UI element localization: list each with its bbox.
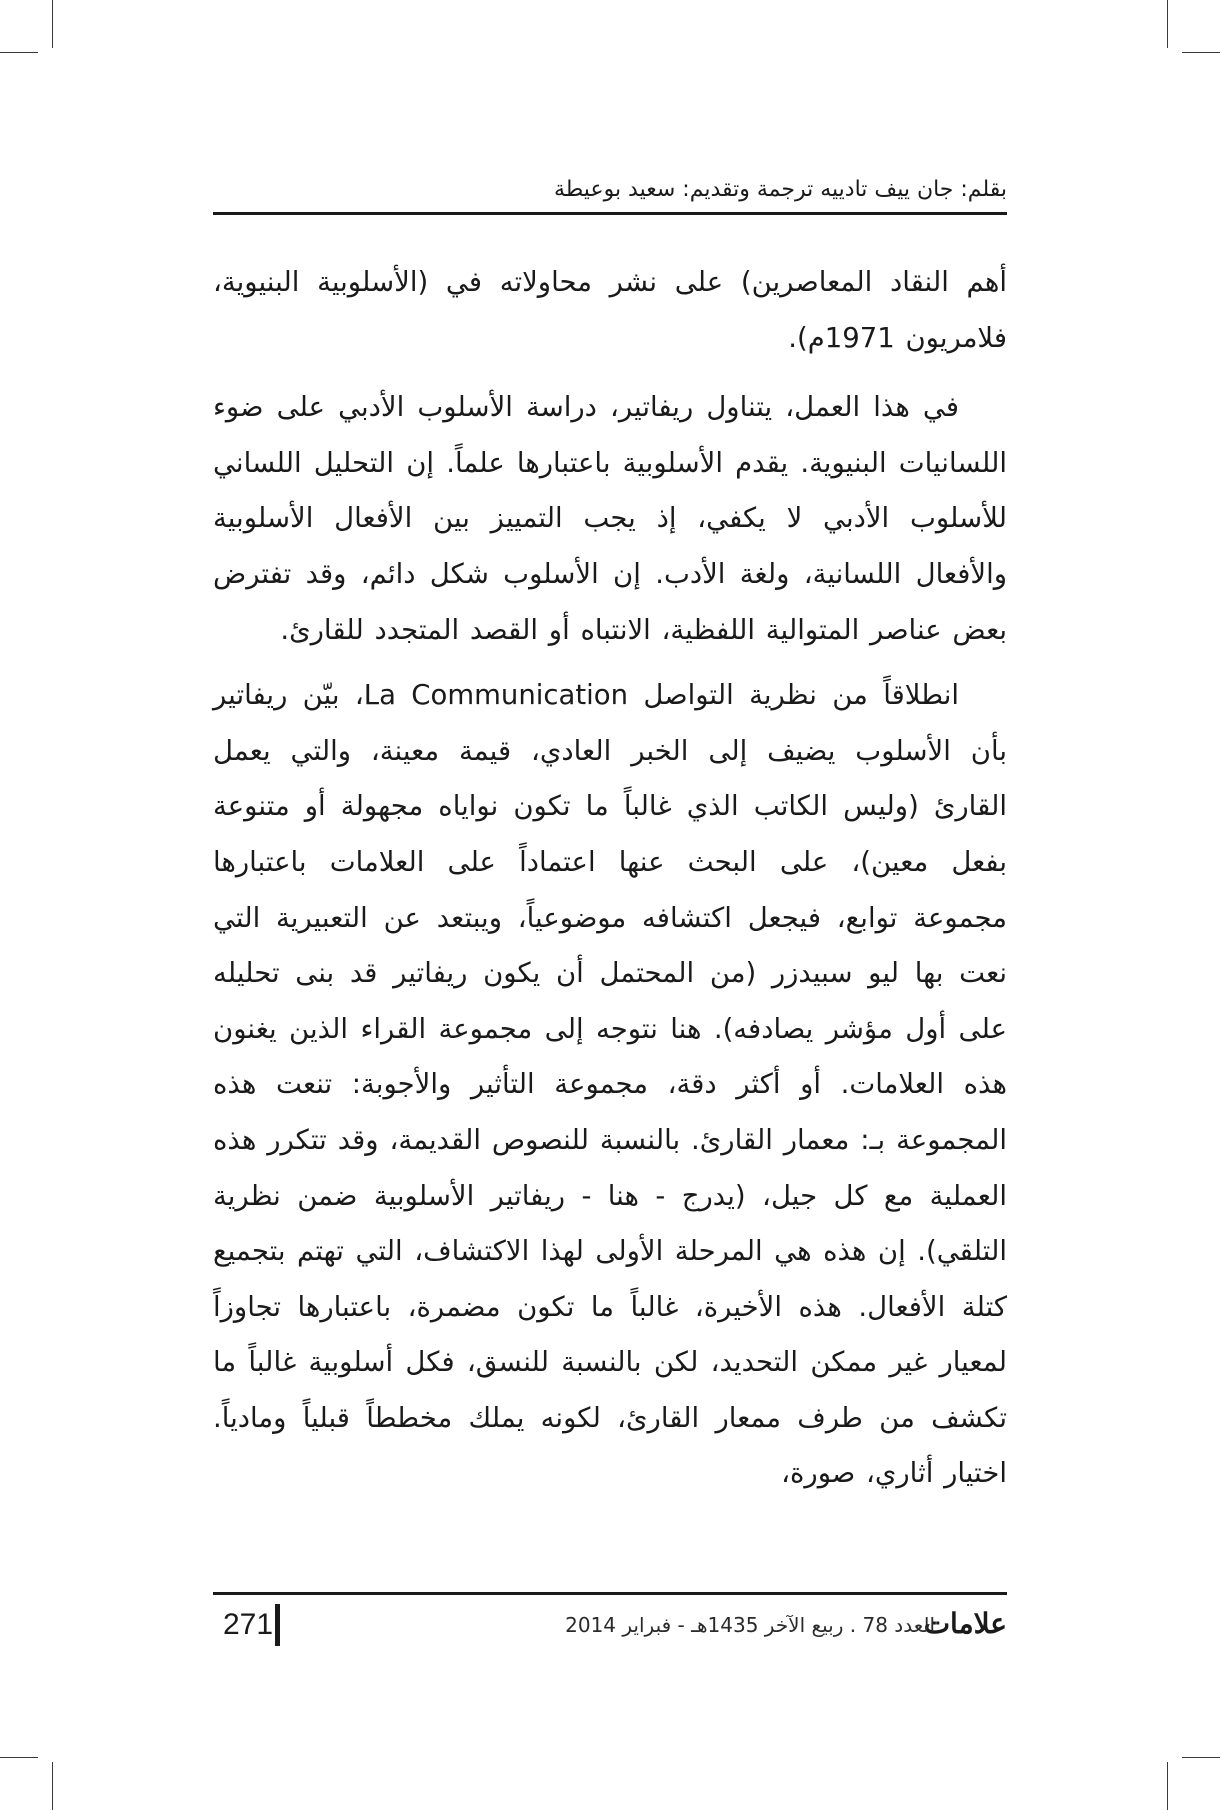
page-footer: [213, 1602, 1007, 1648]
crop-mark: [52, 1762, 53, 1810]
footer-rule: [213, 1592, 1007, 1595]
header-rule: [213, 212, 1007, 215]
paragraph: في هذا العمل، يتناول ريفاتير، دراسة الأسلوب الأدبي على ضوء اللسانيات البنيوية. يقدم الأسلوبية باعتبارها علماً. إن التحليل اللساني للأسلوب الأدبي لا يكفي، إذ يجب التمييز بين الأفعال الأسلوبية والأفعال اللسانية، ولغة الأدب. إن الأسلوب شكل دائم، وقد تفترض بعض عناصر المتوالية اللفظية، الانتباه أو القصد المتجدد للقارئ.: [213, 391, 1007, 646]
crop-mark: [0, 1757, 38, 1758]
issue-info: العدد 78 . ربيع الآخر 1435هـ - فبراير 2014: [565, 1613, 935, 1637]
running-head: بقلم: جان ييف تادييه ترجمة وتقديم: سعيد بوعيطة: [553, 177, 1007, 202]
paragraph: أهم النقاد المعاصرين) على نشر محاولاته في (الأسلوبية البنيوية، فلامريون 1971م).: [213, 266, 1007, 354]
footer-separator: [275, 1604, 280, 1646]
page-number: 271: [223, 1608, 274, 1641]
crop-mark: [1182, 1757, 1220, 1758]
crop-mark: [52, 0, 53, 48]
article-body: [213, 255, 1007, 1502]
crop-mark: [1182, 52, 1220, 53]
crop-mark: [1167, 0, 1168, 48]
crop-mark: [1167, 1762, 1168, 1810]
paragraph: انطلاقاً من نظرية التواصل La Communication، بيّن ريفاتير بأن الأسلوب يضيف إلى الخبر العادي، قيمة معينة، والتي يعمل القارئ (وليس الكاتب الذي غالباً ما تكون نواياه مجهولة أو متنوعة بفعل معين)، على البحث عنها اعتماداً على العلامات باعتبارها مجموعة توابع، فيجعل اكتشافه موضوعياً، ويبتعد عن التعبيرية التي نعت بها ليو سبيدزر (من المحتمل أن يكون ريفاتير قد بنى تحليله على أول مؤشر يصادفه). هنا نتوجه إلى مجموعة القراء الذين يغنون هذه العلامات. أو أكثر دقة، مجموعة التأثير والأجوبة: تنعت هذه المجموعة بـ: معمار القارئ. بالنسبة للنصوص القديمة، وقد تتكرر هذه العملية مع كل جيل، (يدرج - هنا - ريفاتير الأسلوبية ضمن نظرية التلقي). إن هذه هي المرحلة الأولى لهذا الاكتشاف، التي تهتم بتجميع كتلة الأفعال. هذه الأخيرة، غالباً ما تكون مضمرة، باعتبارها تجاوزاً لمعيار غير ممكن التحديد، لكن بالنسبة للنسق، فكل أسلوبية غالباً ما تكشف من طرف ممعار القارئ، لكونه يملك مخططاً قبلياً ومادياً. اختيار أثاري، صورة،: [213, 679, 1007, 1490]
journal-logo: علامات: [923, 1607, 1007, 1640]
crop-mark: [0, 52, 38, 53]
